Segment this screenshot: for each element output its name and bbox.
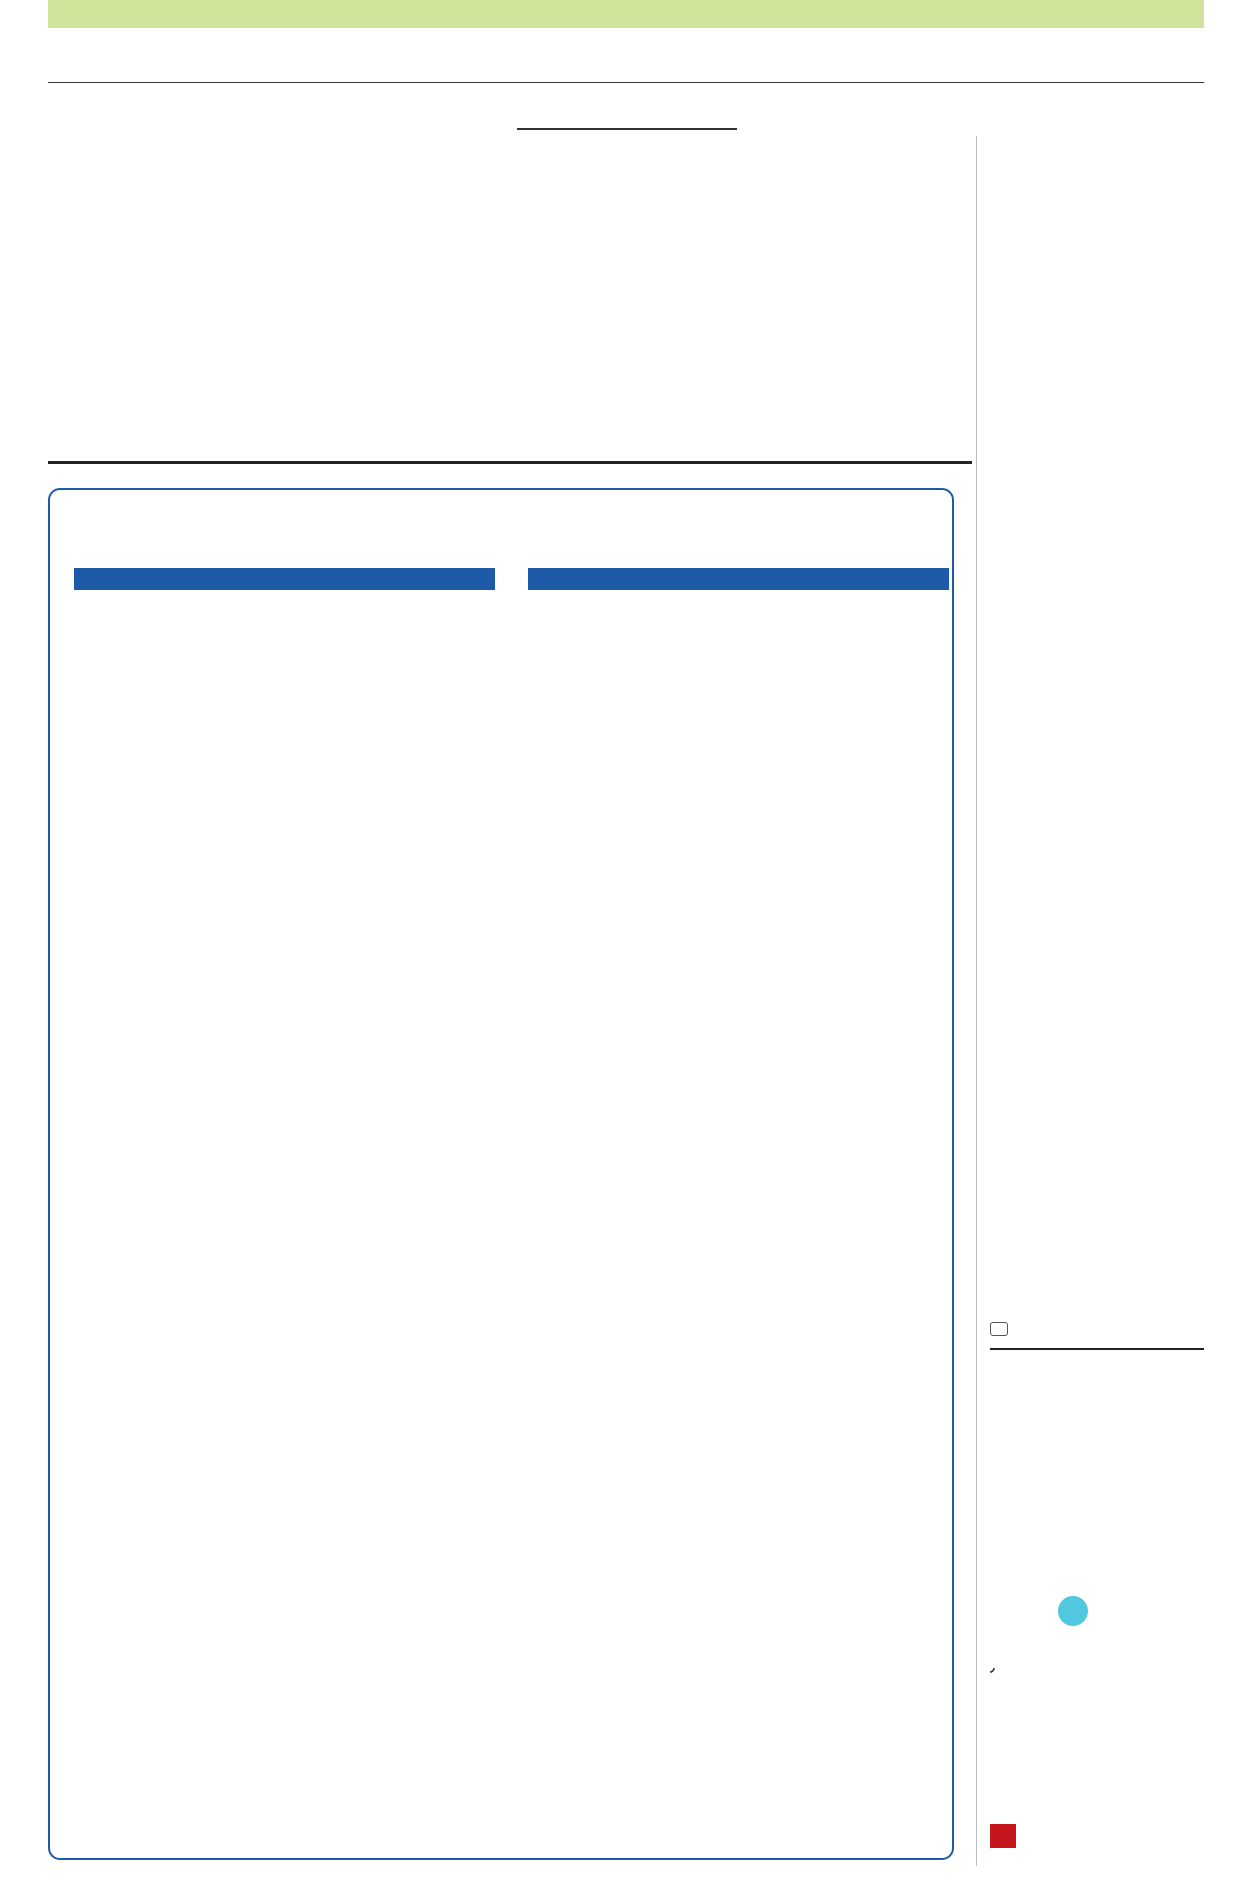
email-icon (990, 1322, 1008, 1336)
col-header (132, 568, 272, 590)
claimants-table-left (74, 568, 495, 590)
section-divider (48, 461, 972, 464)
riohacha-bubble (1058, 1596, 1088, 1626)
col-header (272, 568, 322, 590)
table-header (528, 568, 949, 590)
col-header (726, 568, 776, 590)
col-header (528, 568, 586, 590)
header-rule (48, 82, 1204, 83)
kicker-rule (517, 128, 737, 130)
lr-logo (990, 1824, 1016, 1848)
col-header (586, 568, 726, 590)
evolution-area-chart (990, 1668, 1204, 1786)
women-pie-chart (1008, 1503, 1054, 1549)
col-header (776, 568, 949, 590)
point-ene-2021 (990, 1668, 994, 1672)
dateline (1170, 63, 1180, 77)
top-color-bar (48, 0, 1204, 28)
col-header (74, 568, 132, 590)
col-header (322, 568, 495, 590)
column-divider (976, 136, 977, 1866)
claimants-table-right (528, 568, 949, 590)
table-header (74, 568, 495, 590)
men-pie-chart (1122, 1503, 1168, 1549)
proteccion-notice (48, 488, 954, 1860)
infographic-rule (990, 1348, 1204, 1350)
